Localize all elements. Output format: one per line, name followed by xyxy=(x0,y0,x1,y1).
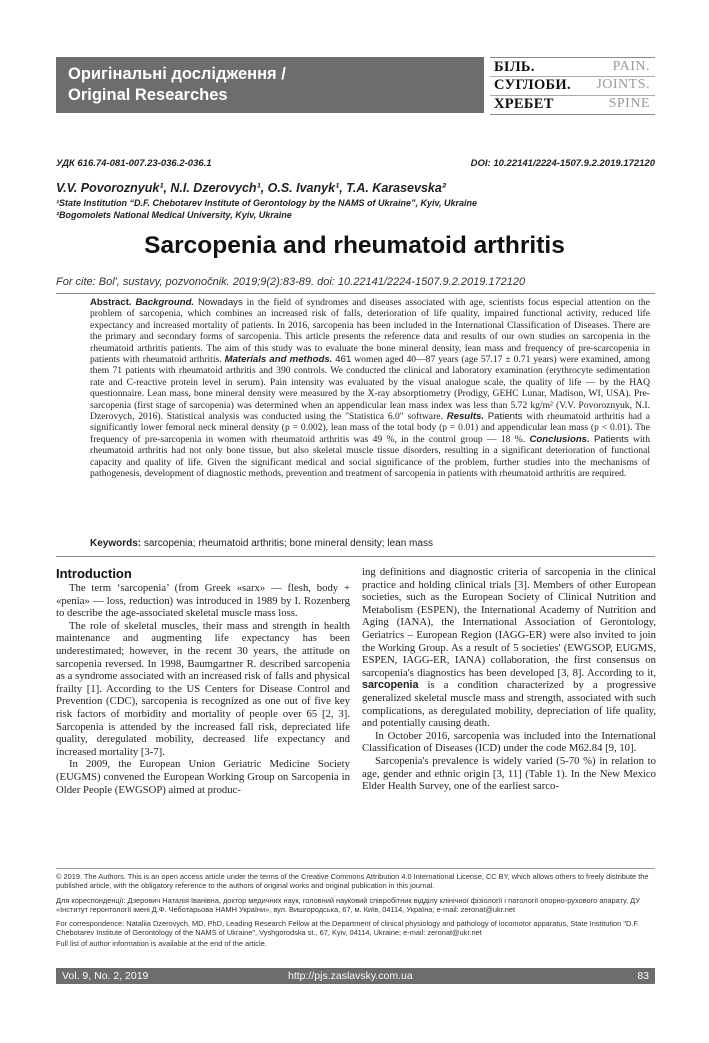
methods-text: women aged 40—87 years (age 57.17 ± 0.71 years) were examined, among them 71 patients with rheumatoid arthritis and 390 controls. We conducted the clinical and laboratory examination (erythrocyte sedimentation rate and C-reactive protein level in serum). Pain intensity was evaluated by the visual analogue scale, the quality of life — by the HAQ questionnaire. Lean mass, bone mineral density were measured by the X-ray absorptiometry (Prodigy, GEHC Lunar, Madison, WI, USA). Pre-sarcopenia (first stage of sarcopenia) was determined when an appendicular lean mass index was less than 5.72 kg/m² (V.V. Povoroznyuk, N.I. Dzerovych, 2016). Statistical analysis was conducted using the "Statistica 6.0" software. xyxy=(90,354,651,423)
results-label: Results. xyxy=(446,411,485,423)
section-banner xyxy=(56,57,484,113)
logo-en-word: SPINE xyxy=(608,96,650,111)
doi-link[interactable]: DOI: 10.22141/2224-1507.9.2.2019.172120 xyxy=(470,158,655,169)
divider xyxy=(56,293,655,294)
section-title-ua: Оригінальні дослідження / xyxy=(68,65,286,83)
paragraph-text: is a condition characterized by a progressive generalized skeletal muscle mass and strength, associated with such complications, as deregulated mobility, depreciation of life quality, and potentially causing death. xyxy=(362,679,656,730)
correspondence-ua: Для кореспонденції: Дзерович Наталія Іванівна, доктор медичних наук, головний науковий співробітник відділу клінічної фізіології і патології опорно-рухового апарату, ДУ «Інститут геронтології імені Д.Ф. Чеботарьова НАМН України», вул. Вишгородська, 67, м. Київ, 04114, Україна; e-mail: zeronat@ukr.net xyxy=(56,896,640,915)
correspondence-en: For correspondence: Nataliia Dzerovych, MD, PhD, Leading Research Fellow at the Department of clinical physiology and pathology of locomotor apparatus, State Institution "D.F. Chebotarev Institute of Gerontology of the NAMS of Ukraine", Vyshgorodska st., 67, Kyiv, 04114, Ukraine; e-mail: zeronat@ukr.net xyxy=(56,919,640,938)
divider xyxy=(56,868,655,869)
divider xyxy=(56,556,655,557)
paragraph-text: ing definitions and diagnostic criteria of sarcopenia in the clinical practice and holding clinical trials [3]. Members of other European societies, such as the European Society of Clinical Nutrition and Metabolism (ESPEN), the International Academy of Nutrition and Aging (IANA), the International Association of Gerontology, Geriatrics – European Region (IAGG-ER) were also invited to join the Working Group. As a result of 5 societies' (EWGSOP, EUGMS, ESPEN, IAGG-ER, IANA) collaboration, the first consensus on sarcopenia's diagnostics has been developed [3, 8]. According to it, xyxy=(362,566,656,679)
logo-ua-word: СУГЛОБИ. xyxy=(494,77,571,93)
logo-en-word: JOINTS. xyxy=(596,77,650,92)
results-text: with rheumatoid arthritis had a significantly lower femoral neck mineral density (p = 0.002), lean mass of the total body (p = 0.01) and appendicular lean mass (p < 0.01). The frequency of pre-sarcopenia in women with rheumatoid arthritis was 49 %, in the control group — 18 %. xyxy=(90,411,650,445)
page-number: 83 xyxy=(637,970,649,982)
logo-en-word: PAIN. xyxy=(612,59,650,74)
results-lead: Patients xyxy=(487,411,523,423)
journal-url[interactable]: http://pjs.zaslavsky.com.ua xyxy=(288,970,413,982)
section-title-en: Original Researches xyxy=(68,86,228,104)
conclusions-label: Conclusions. xyxy=(529,433,590,445)
conclusions-lead: Patients xyxy=(593,433,629,445)
page-footer xyxy=(56,968,655,984)
emphasis: sarcopenia xyxy=(362,679,419,692)
body-column-right xyxy=(362,566,656,793)
affiliation-1: ¹State Institution “D.F. Chebotarev Institute of Gerontology by the NAMS of Ukraine”, Kyiv, Ukraine xyxy=(56,198,478,208)
paragraph: In 2009, the European Union Geriatric Medicine Society (EUGMS) convened the European Working Group on Sarcopenia in Older People (EWGSOP) aimed at produc- xyxy=(56,758,350,796)
abstract-label: Abstract. xyxy=(90,297,132,308)
volume-info: Vol. 9, No. 2, 2019 xyxy=(62,970,149,982)
article-title: Sarcopenia and rheumatoid arthritis xyxy=(144,232,565,259)
background-lead: Nowadays xyxy=(197,297,243,308)
logo-row xyxy=(494,59,650,77)
paragraph: The term ‘sarcopenia’ (from Greek «sarx» — flesh, body + «penia» — loss, reduction) was introduced in 1989 by I. Rozenberg to describe the age-associated skeletal muscle mass loss. xyxy=(56,582,350,620)
logo-ua-word: БІЛЬ. xyxy=(494,59,535,75)
paragraph-continued xyxy=(362,566,656,730)
logo-ua-word: ХРЕБЕТ xyxy=(494,96,554,112)
license-note: © 2019. The Authors. This is an open access article under the terms of the Creative Commons Attribution 4.0 International License, CC BY, which allows others to freely distribute the published article, with the obligatory reference to the authors of original works and original publication in this journal. xyxy=(56,872,649,891)
background-label: Background. xyxy=(135,297,195,308)
methods-label: Materials and methods. xyxy=(224,354,333,366)
author-info-note: Full list of author information is available at the end of the article. xyxy=(56,939,267,948)
keywords xyxy=(90,538,650,549)
body-column-left xyxy=(56,566,350,796)
logo-row xyxy=(494,77,650,95)
journal-logo xyxy=(490,57,655,115)
conclusions-text: with rheumatoid arthritis had not only bone tissue, but also skeletal muscle tissue disorders, resulting in a significant deterioration of functional capacity and quality of life. Given the significant medical and social significance of the problem, further studies into the mechanisms of pathogenesis, development of diagnostic methods, prevention and treatment of sarcopenia in patients with rheumatoid arthritis are required. xyxy=(90,433,651,480)
background-text: in the field of syndromes and diseases associated with age, scientists focus especial attention on the problem of sarcopenia, which combines an increased risk of falls, deterioration of life quality, impaired functional activity, reduced life expectancy and increased mortality of patients. In 2016, sarcopenia has been included in the International Classification of Diseases. There are the primary and secondary forms of sarcopenia. This article presents the reference data and results of our own studies on sarcopenia in the rheumatoid arthritis patients. The aim of this study was to evaluate the bone mineral density, lean mass and frequency of pre-scarcopenia in patients with rheumatoid arthritis. xyxy=(90,297,650,366)
abstract xyxy=(90,297,650,480)
udc-code: УДК 616.74-081-007.23-036.2-036.1 xyxy=(56,158,212,169)
paragraph: In October 2016, sarcopenia was included into the International Classification of Diseases (ICD) under the code M62.84 [9, 10]. xyxy=(362,729,656,755)
paragraph: The role of skeletal muscles, their mass and strength in health maintenance and augmenting life expectancy has been underestimated; however, in the recent 30 years, the attitude on sarcopenia reversed. In 1998, Baumgartner R. described sarcopenia as a syndrome associated with an increased risk of falls and physical frailty [1]. According to the US Centers for Disease Control and Prevention (CDC), sarcopenia is recognized as one out of five key risk factors of morbidity and mortality of people over 65 [2, 3]. Sarcopenia is attended by the increased fall risk, depreciated life quality, deregulated mobility, decreased life expectancy and increased mortality [3-7]. xyxy=(56,619,350,758)
keywords-text: sarcopenia; rheumatoid arthritis; bone mineral density; lean mass xyxy=(143,538,433,549)
citation: For cite: Bol', sustavy, pozvonočnik. 2019;9(2):83-89. doi: 10.22141/2224-1507.9.2.2019.172120 xyxy=(56,276,526,288)
section-heading: Introduction xyxy=(56,566,132,581)
methods-lead: 461 xyxy=(335,354,352,366)
keywords-label: Keywords: xyxy=(90,538,142,549)
logo-row xyxy=(494,96,650,114)
paragraph: Sarcopenia's prevalence is widely varied (5-70 %) in relation to age, gender and ethnic origin [3, 11] (Table 1). In the New Mexico Elder Health Survey, one of the earliest sarco- xyxy=(362,754,656,793)
affiliation-2: ²Bogomolets National Medical University, Kyiv, Ukraine xyxy=(56,210,292,220)
author-list: V.V. Povoroznyuk¹, N.I. Dzerovych¹, O.S. Ivanyk¹, T.A. Karasevska² xyxy=(56,181,446,195)
